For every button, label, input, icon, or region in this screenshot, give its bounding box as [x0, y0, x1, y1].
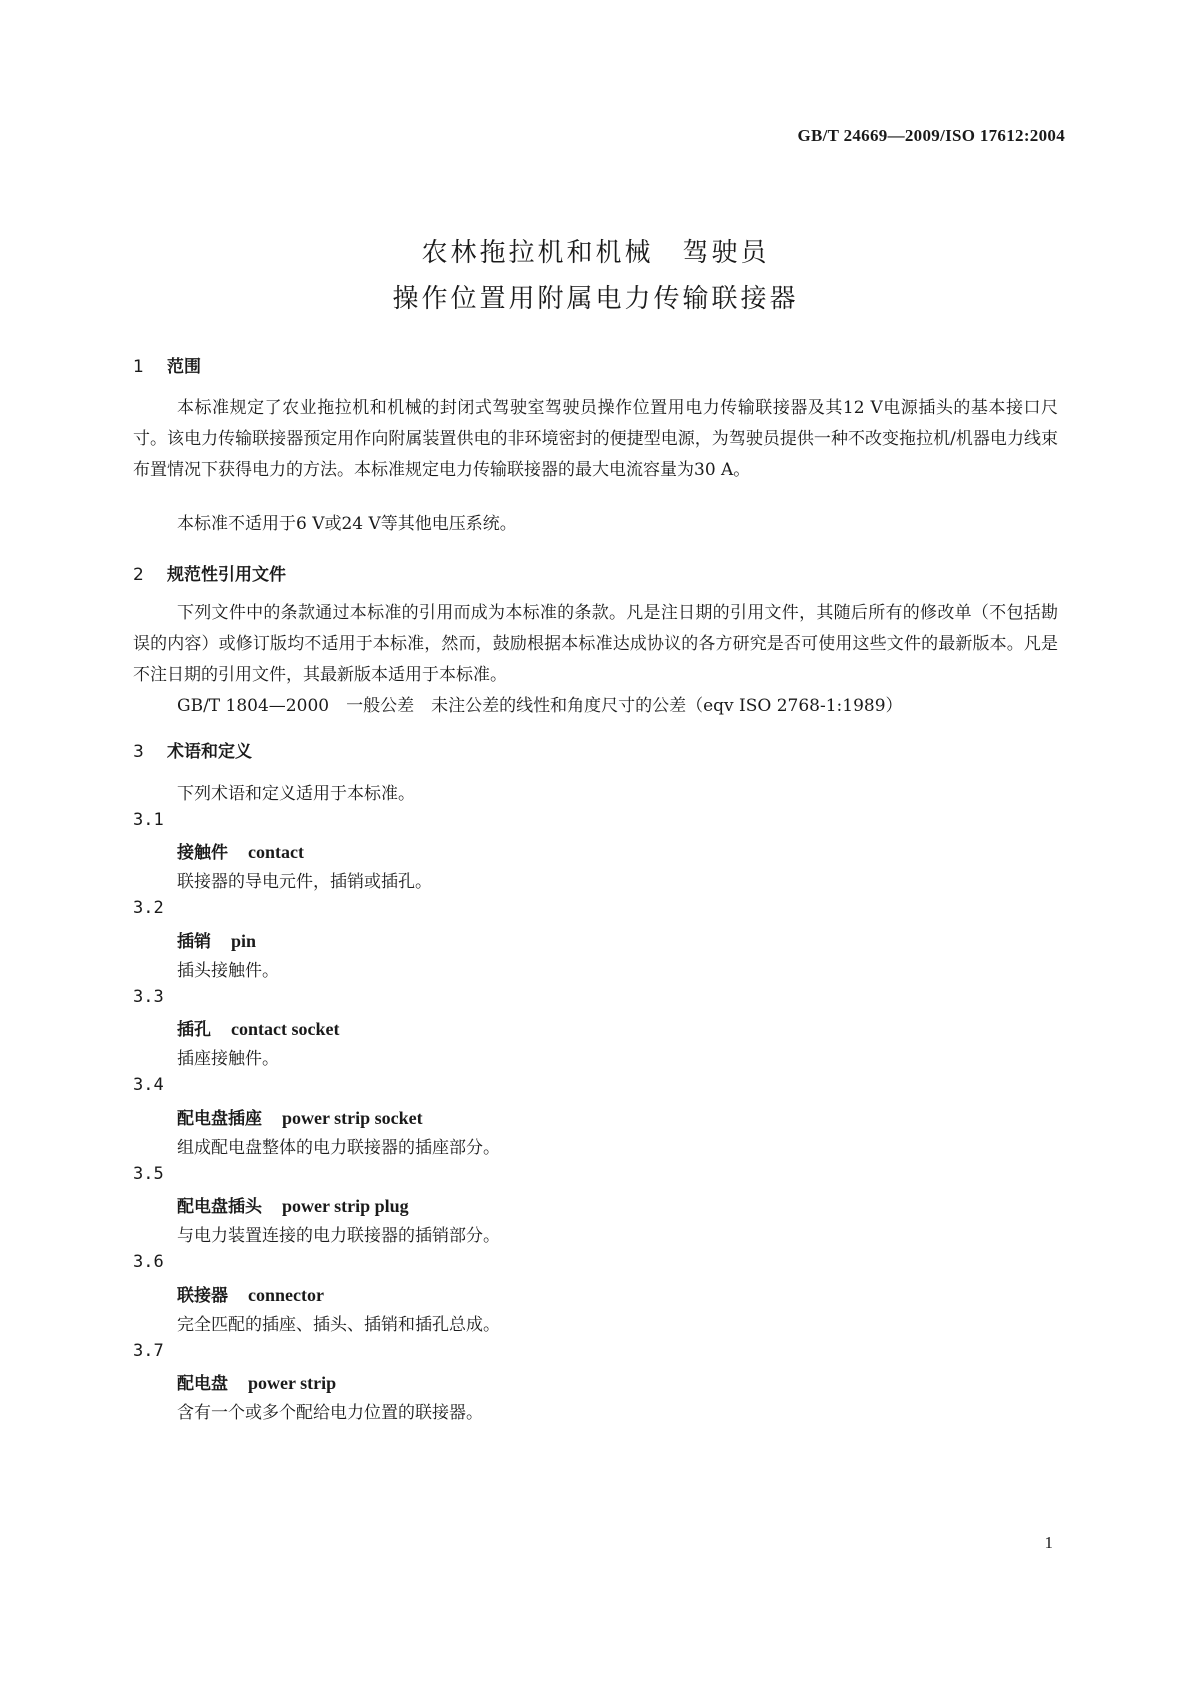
section-heading-terms	[133, 737, 252, 762]
section-title: 术语和定义	[167, 742, 252, 762]
term-number: 3.7	[133, 1341, 164, 1361]
term-zh: 联接器	[177, 1286, 228, 1306]
term-definition: 含有一个或多个配给电力位置的联接器。	[177, 1403, 483, 1423]
term-number: 3.4	[133, 1075, 164, 1095]
term-en: contact	[248, 842, 304, 862]
term-definition: 完全匹配的插座、插头、插销和插孔总成。	[177, 1315, 500, 1335]
section-heading-scope	[133, 352, 201, 377]
term-en: power strip socket	[282, 1108, 423, 1128]
term-en: contact socket	[231, 1019, 340, 1039]
term-zh: 配电盘	[177, 1374, 228, 1394]
term-heading	[177, 1281, 324, 1306]
section-number: 1	[133, 357, 144, 377]
term-heading	[177, 1192, 409, 1217]
term-en: power strip	[248, 1373, 337, 1393]
term-number: 3.5	[133, 1164, 164, 1184]
term-heading	[177, 1015, 339, 1040]
reference-item: GB/T 1804—2000 一般公差 未注公差的线性和角度尺寸的公差（eqv ISO 2768-1:1989）	[177, 696, 903, 716]
term-definition: 插座接触件。	[177, 1049, 279, 1069]
term-definition: 联接器的导电元件，插销或插孔。	[177, 872, 432, 892]
term-definition: 与电力装置连接的电力联接器的插销部分。	[177, 1226, 500, 1246]
document-title-line1: 农林拖拉机和机械 驾驶员	[421, 238, 770, 268]
terms-intro: 下列术语和定义适用于本标准。	[177, 784, 415, 804]
term-number: 3.1	[133, 810, 164, 830]
scope-exclusion-paragraph: 本标准不适用于6 V或24 V等其他电压系统。	[177, 514, 517, 534]
term-en: pin	[231, 931, 257, 951]
page-number: 1	[1044, 1533, 1053, 1552]
standard-code: GB/T 24669—2009/ISO 17612:2004	[797, 126, 1065, 145]
term-zh: 接触件	[177, 843, 228, 863]
term-number: 3.2	[133, 898, 164, 918]
term-en: connector	[248, 1285, 324, 1305]
scope-paragraph: 本标准规定了农业拖拉机和机械的封闭式驾驶室驾驶员操作位置用电力传输联接器及其12 V电源插头的基本接口尺寸。该电力传输联接器预定用作向附属装置供电的非环境密封的便捷型电源，为驾驶员提供一种不改变拖拉机/机器电力线束布置情况下获得电力的方法。本标准规定电力传输联接器的最大电流容量为30 A。	[133, 398, 1058, 480]
section-title: 规范性引用文件	[167, 565, 286, 585]
term-heading	[177, 927, 256, 952]
term-zh: 插销	[177, 932, 211, 952]
section-title: 范围	[167, 357, 201, 377]
term-zh: 配电盘插头	[177, 1197, 262, 1217]
references-paragraph: 下列文件中的条款通过本标准的引用而成为本标准的条款。凡是注日期的引用文件，其随后所有的修改单（不包括勘误的内容）或修订版均不适用于本标准，然而，鼓励根据本标准达成协议的各方研究是否可使用这些文件的最新版本。凡是不注日期的引用文件，其最新版本适用于本标准。	[133, 603, 1058, 685]
section-number: 3	[133, 742, 144, 762]
term-number: 3.3	[133, 987, 164, 1007]
term-zh: 插孔	[177, 1020, 211, 1040]
section-number: 2	[133, 565, 144, 585]
term-definition: 插头接触件。	[177, 961, 279, 981]
term-definition: 组成配电盘整体的电力联接器的插座部分。	[177, 1138, 500, 1158]
term-heading	[177, 1369, 336, 1394]
term-heading	[177, 838, 304, 863]
term-zh: 配电盘插座	[177, 1109, 262, 1129]
section-heading-normative-references	[133, 560, 286, 585]
document-title-line2: 操作位置用附属电力传输联接器	[392, 284, 799, 314]
term-number: 3.6	[133, 1252, 164, 1272]
term-en: power strip plug	[282, 1196, 409, 1216]
term-heading	[177, 1104, 423, 1129]
